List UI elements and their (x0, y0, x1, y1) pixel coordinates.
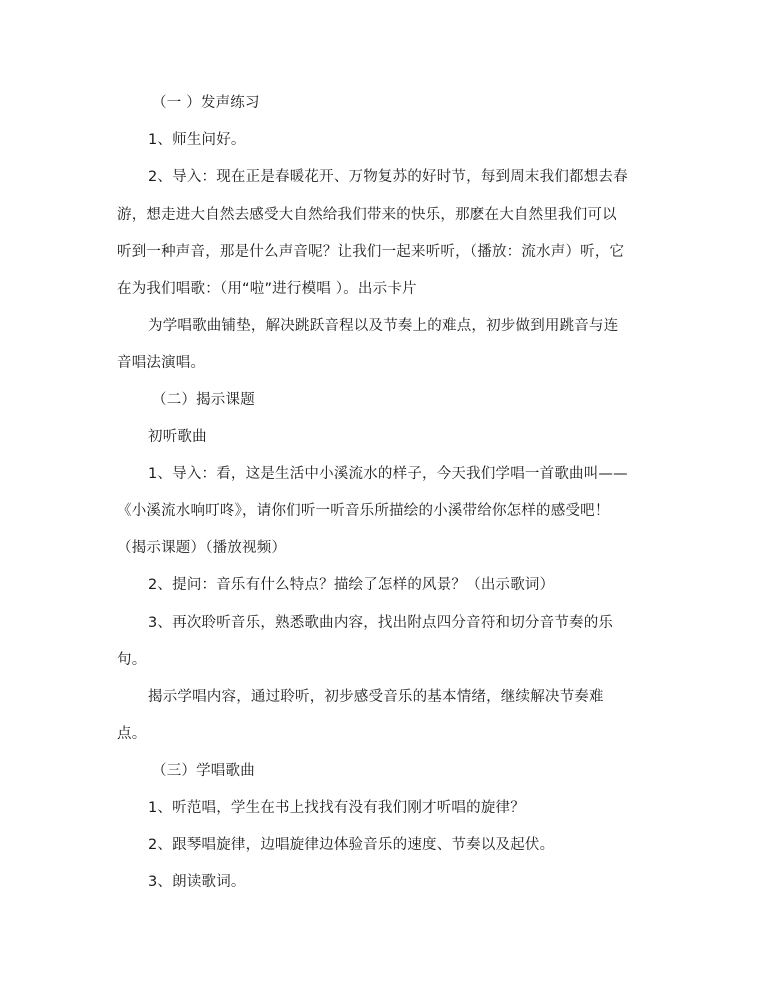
s2-item1-line3: （揭示课题）（播放视频） (117, 540, 287, 556)
s2-item3-line1: 3、再次聆听音乐，熟悉歌曲内容，找出附点四分音符和切分音节奏的乐 (148, 615, 614, 631)
s3-item2: 2、跟琴唱旋律，边唱旋律边体验音乐的速度、节奏以及起伏。 (148, 837, 555, 853)
s3-item3: 3、朗读歌词。 (148, 874, 246, 890)
s1-item2-line4: 在为我们唱歌：（用“啦”进行模唱 ）。出示卡片 (117, 281, 417, 297)
s2-subheading: 初听歌曲 (148, 429, 207, 445)
s2-note-line1: 揭示学唱内容，通过聆听，初步感受音乐的基本情绪，继续解决节奏难 (148, 689, 604, 705)
s2-item1-line2: 《小溪流水响叮咚》，请你们听一听音乐所描绘的小溪带给你怎样的感受吧！ (117, 503, 610, 519)
s1-item2-line3: 听到一种声音，那是什么声音呢？让我们一起来听听，（播放：流水声）听，它 (117, 244, 625, 260)
s2-item3-line2: 句。 (117, 652, 147, 668)
s2-note-line2: 点。 (117, 726, 147, 742)
s2-item2: 2、提问：音乐有什么特点？描绘了怎样的风景？（出示歌词） (148, 577, 555, 593)
s3-item1: 1、听范唱，学生在书上找找有没有我们刚才听唱的旋律？ (148, 800, 525, 816)
s1-note-line1: 为学唱歌曲铺垫，解决跳跃音程以及节奏上的难点，初步做到用跳音与连 (148, 318, 619, 334)
s1-note-line2: 音唱法演唱。 (117, 355, 206, 371)
s1-item2-line1: 2、导入：现在正是春暖花开、万物复苏的好时节，每到周末我们都想去春 (148, 169, 628, 185)
s1-item1: 1、师生问好。 (148, 132, 246, 148)
section1-heading: （一 ）发声练习 (152, 95, 260, 111)
s1-item2-line2: 游，想走进大自然去感受大自然给我们带来的快乐，那麽在大自然里我们可以 (117, 207, 617, 223)
section3-heading: （三）学唱歌曲 (152, 763, 255, 779)
section2-heading: （二）揭示课题 (152, 392, 255, 408)
s2-item1-line1: 1、导入：看，这是生活中小溪流水的样子，今天我们学唱一首歌曲叫—— (148, 466, 628, 482)
